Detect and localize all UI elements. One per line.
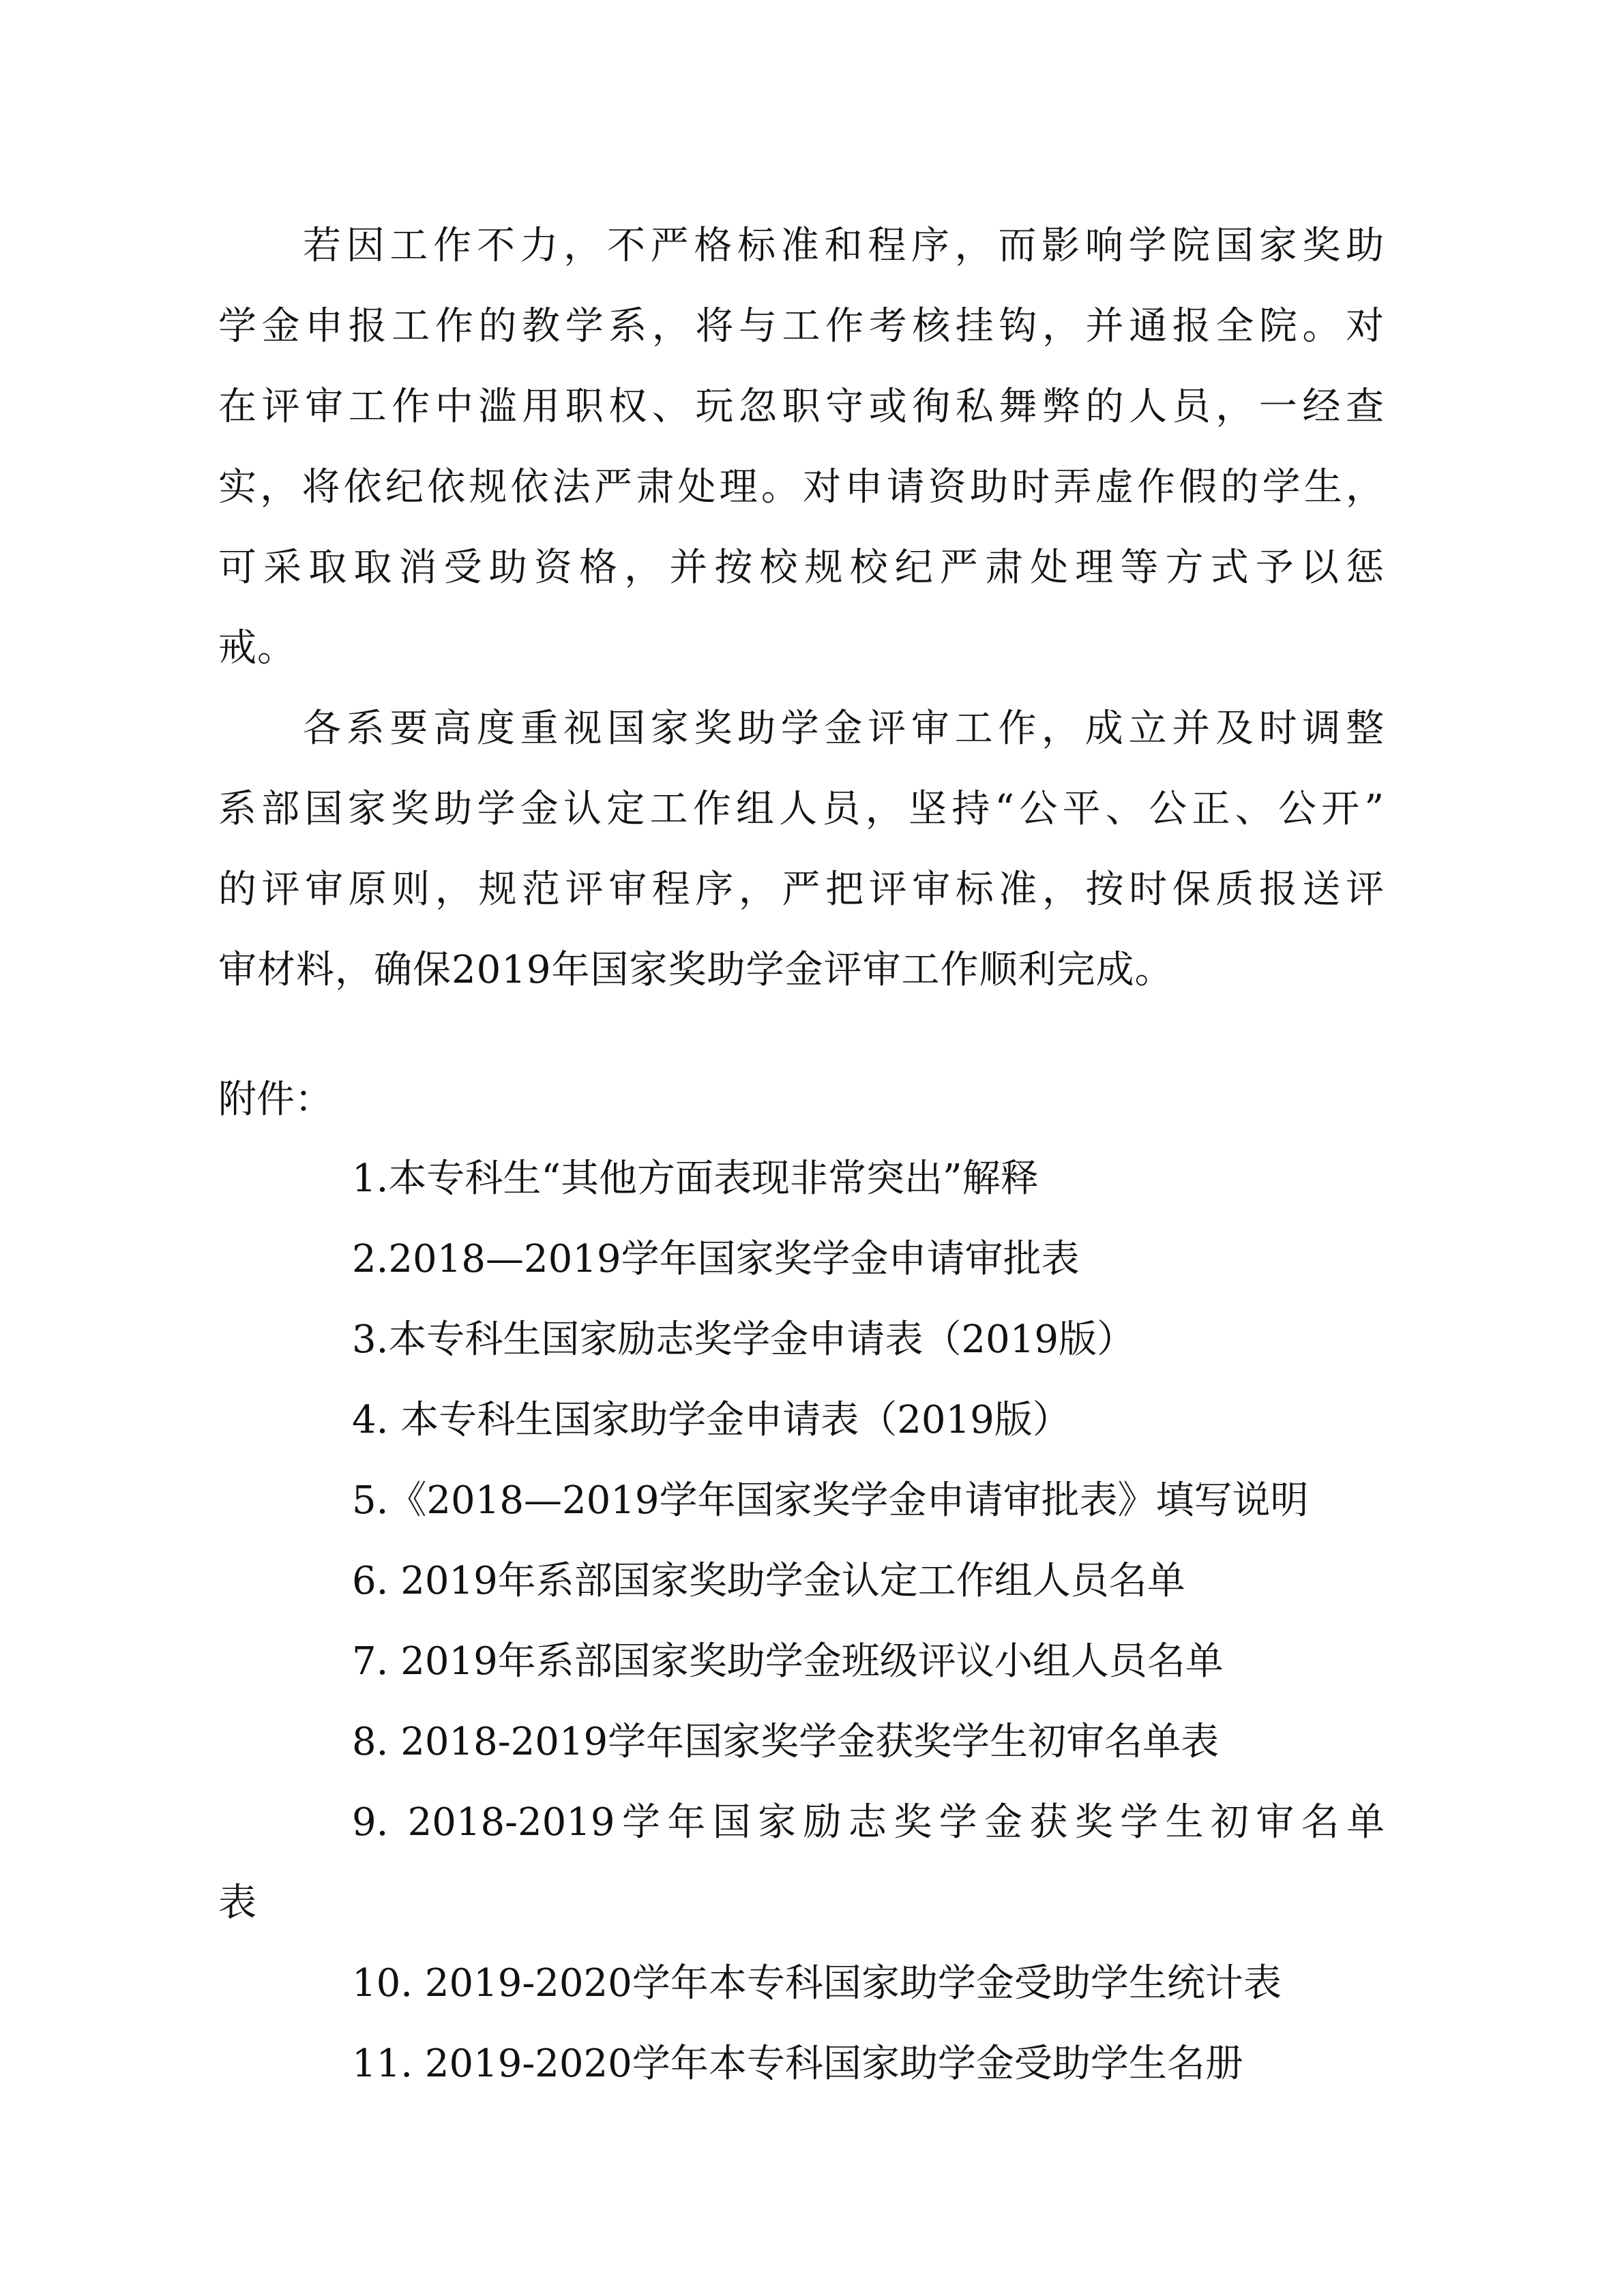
paragraph-line: 系部国家奖助学金认定工作组人员，坚持“公平、公正、公开” — [218, 787, 1385, 831]
attachment-item: 1.本专科生“其他方面表现非常突出”解释 — [352, 1157, 1039, 1201]
paragraph-line: 在评审工作中滥用职权、玩忽职守或徇私舞弊的人员，一经查 — [218, 385, 1385, 429]
attachment-item: 9. 2018-2019学年国家励志奖学金获奖学生初审名单 — [352, 1800, 1385, 1845]
attachment-item: 2.2018—2019学年国家奖学金申请审批表 — [352, 1237, 1080, 1281]
paragraph-line: 实，将依纪依规依法严肃处理。对申请资助时弄虚作假的学生， — [218, 465, 1385, 509]
attachment-item: 4. 本专科生国家助学金申请表（2019版） — [352, 1398, 1071, 1442]
paragraph-line: 审材料，确保2019年国家奖助学金评审工作顺利完成。 — [218, 948, 1174, 992]
attachment-item: 3.本专科生国家励志奖学金申请表（2019版） — [352, 1317, 1135, 1362]
paragraph-discipline — [218, 206, 1385, 689]
paragraph-line: 学金申报工作的教学系，将与工作考核挂钩，并通报全院。对 — [218, 304, 1385, 348]
attachment-item: 11. 2019-2020学年本专科国家助学金受助学生名册 — [352, 2042, 1243, 2086]
paragraph-requirements — [218, 689, 1385, 1011]
attachment-item-continuation: 表 — [218, 1881, 256, 1925]
attachment-item: 7. 2019年系部国家奖助学金班级评议小组人员名单 — [352, 1639, 1224, 1684]
attachment-item: 5.《2018—2019学年国家奖学金申请审批表》填写说明 — [352, 1478, 1309, 1523]
paragraph-line: 戒。 — [218, 626, 296, 670]
paragraph-line: 可采取取消受助资格，并按校规校纪严肃处理等方式予以惩 — [218, 546, 1385, 590]
attachment-item: 10. 2019-2020学年本专科国家助学金受助学生统计表 — [352, 1961, 1282, 2006]
paragraph-line: 若因工作不力，不严格标准和程序，而影响学院国家奖助 — [303, 224, 1385, 268]
attachments-list — [218, 1139, 1385, 2104]
paragraph-line: 的评审原则，规范评审程序，严把评审标准，按时保质报送评 — [218, 867, 1385, 912]
attachments-label: 附件： — [218, 1077, 333, 1122]
paragraph-line: 各系要高度重视国家奖助学金评审工作，成立并及时调整 — [303, 706, 1385, 751]
attachment-item: 8. 2018-2019学年国家奖学金获奖学生初审名单表 — [352, 1720, 1220, 1764]
attachment-item: 6. 2019年系部国家奖助学金认定工作组人员名单 — [352, 1559, 1185, 1603]
